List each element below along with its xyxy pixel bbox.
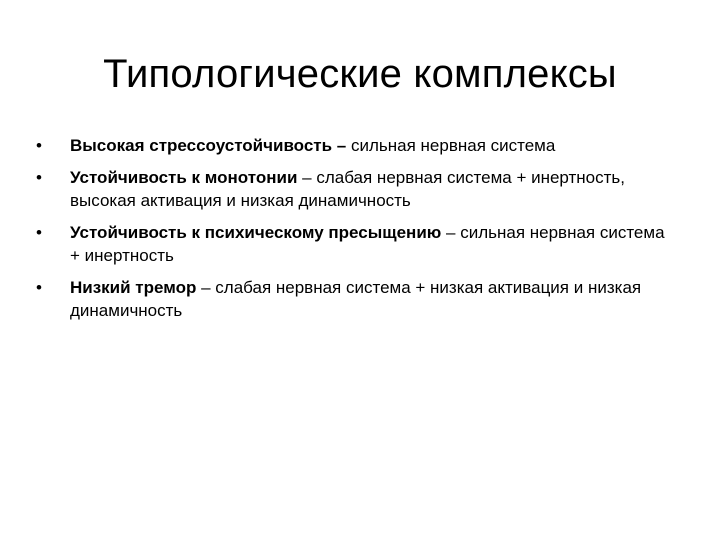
bullet-item-monotony-resistance: [36, 166, 676, 212]
bullet-term: Устойчивость к психическому пресыщению: [70, 223, 442, 242]
bullet-icon: •: [36, 223, 42, 242]
bullet-item-stress-resistance: [36, 134, 676, 157]
bullet-description: сильная нервная система: [346, 136, 556, 155]
bullet-icon: •: [36, 168, 42, 187]
bullet-term: Низкий тремор: [70, 278, 197, 297]
bullet-description: – сильная нервная система + инертность: [70, 223, 665, 265]
slide-title: Типологические комплексы: [103, 52, 617, 96]
bullet-term: Высокая стрессоустойчивость –: [70, 136, 347, 155]
bullet-icon: •: [36, 278, 42, 297]
bullet-description: – слабая нервная система + инертность, высокая активация и низкая динамичность: [70, 168, 626, 210]
bullet-item-satiation-resistance: [36, 221, 676, 267]
bullet-item-low-tremor: [36, 276, 676, 322]
bullet-icon: •: [36, 136, 42, 155]
bullet-term: Устойчивость к монотонии: [70, 168, 298, 187]
bullet-description: – слабая нервная система + низкая активация и низкая динамичность: [70, 278, 642, 320]
bullet-list: [36, 134, 676, 331]
